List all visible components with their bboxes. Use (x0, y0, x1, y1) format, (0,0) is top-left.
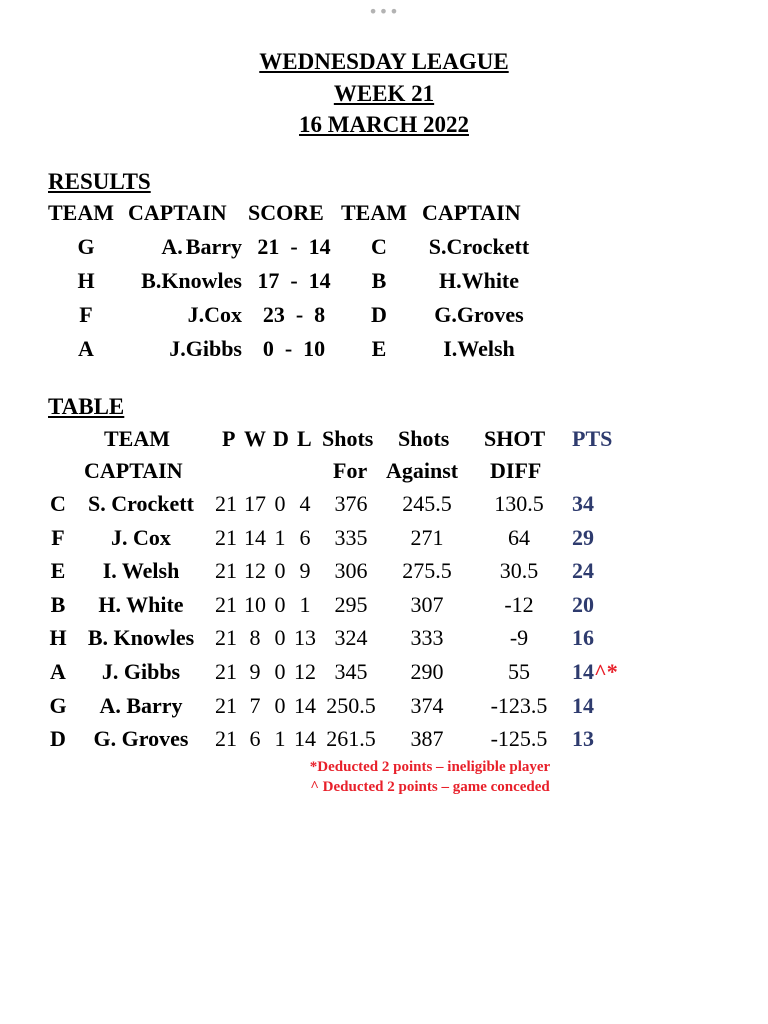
row-shots-for: 250.5 (326, 692, 376, 718)
row-shots-for: 376 (334, 491, 368, 516)
date-title: 16 MARCH 2022 (299, 112, 469, 137)
result-captain-name: J.Cox (187, 302, 242, 327)
row-captain: I. Welsh (102, 558, 180, 584)
row-won: 10 (244, 591, 266, 617)
row-team-letter: C (50, 491, 66, 516)
table-row (0, 725, 768, 757)
row-lost: 9 (299, 558, 311, 584)
result-row (0, 233, 768, 263)
result-row (0, 335, 768, 365)
table-row (0, 591, 768, 623)
results-col-team: TEAM (48, 200, 114, 225)
row-drawn: 0 (274, 558, 286, 584)
row-shot-diff: -125.5 (490, 726, 548, 752)
row-shots-for: 306 (334, 558, 368, 584)
result-captain-name: B.Knowles (141, 268, 242, 293)
row-points (572, 624, 594, 652)
result-row (0, 267, 768, 297)
row-won: 6 (249, 726, 261, 752)
row-lost: 13 (294, 625, 316, 651)
more-options-icon[interactable]: ••• (368, 2, 400, 21)
row-points (572, 490, 594, 518)
result-opp-captain: G.Groves (434, 302, 524, 327)
result-opp-team: C (371, 234, 387, 259)
row-lost: 12 (294, 659, 316, 684)
result-score: 23 - 8 (262, 302, 326, 327)
row-points-mark: ^* (594, 659, 618, 684)
table-col-played: P (222, 426, 236, 451)
table-col-won: W (244, 426, 266, 451)
row-team-letter: H (49, 625, 67, 651)
result-captain-initial: A. (161, 234, 183, 259)
results-col-score: SCORE (248, 200, 324, 225)
table-row (0, 557, 768, 589)
row-shots-against: 245.5 (402, 491, 452, 516)
row-played: 21 (215, 524, 237, 550)
row-won: 9 (249, 659, 261, 684)
row-played: 21 (215, 659, 237, 684)
row-won: 17 (244, 491, 266, 516)
table-col-shot-diff-sub: DIFF (490, 458, 542, 483)
row-team-letter: G (49, 692, 67, 718)
results-heading: RESULTS (48, 169, 151, 194)
row-played: 21 (215, 491, 237, 516)
row-team-letter: D (50, 726, 66, 752)
table-col-shot-diff: SHOT (484, 426, 546, 451)
row-team-letter: F (51, 524, 65, 550)
row-shots-against: 271 (410, 524, 444, 550)
row-points (572, 658, 618, 686)
row-captain: J. Cox (111, 524, 171, 550)
row-drawn: 0 (274, 591, 286, 617)
row-shots-for: 261.5 (326, 726, 376, 752)
row-points (572, 591, 594, 619)
note-ineligible-player: *Deducted 2 points – ineligible player (309, 759, 551, 775)
result-team: A (78, 336, 94, 361)
result-captain-name: Barry (185, 234, 242, 259)
table-row (0, 624, 768, 656)
row-played: 21 (215, 692, 237, 718)
row-points (572, 725, 594, 753)
row-captain: S. Crockett (88, 491, 194, 516)
result-captain-name: J.Gibbs (169, 336, 242, 361)
row-points-value: 13 (572, 726, 594, 752)
row-shots-for: 345 (334, 659, 368, 684)
row-points-value: 16 (572, 625, 594, 651)
row-shot-diff: 30.5 (499, 558, 539, 584)
row-shots-for: 324 (334, 625, 368, 651)
table-row (0, 658, 768, 690)
table-col-lost: L (297, 426, 312, 451)
row-shot-diff: 130.5 (494, 491, 544, 516)
result-captain (128, 233, 242, 261)
result-row (0, 301, 768, 331)
row-drawn: 1 (274, 726, 286, 752)
results-col-captain: CAPTAIN (128, 200, 227, 225)
row-drawn: 0 (274, 692, 286, 718)
row-shots-against: 387 (410, 726, 444, 752)
row-shot-diff: 55 (508, 659, 530, 684)
row-played: 21 (215, 625, 237, 651)
row-played: 21 (215, 591, 237, 617)
row-shots-for: 295 (334, 591, 368, 617)
table-col-shots-for-sub: For (333, 458, 368, 483)
row-points-value: 29 (572, 524, 594, 550)
row-captain: J. Gibbs (101, 659, 181, 684)
row-played: 21 (215, 558, 237, 584)
row-shot-diff: -123.5 (490, 692, 548, 718)
row-drawn: 0 (274, 659, 286, 684)
row-won: 7 (249, 692, 261, 718)
row-shots-for: 335 (334, 524, 368, 550)
result-team: G (77, 234, 95, 259)
row-points (572, 692, 594, 720)
row-lost: 6 (299, 524, 311, 550)
row-shots-against: 290 (410, 659, 444, 684)
row-points-value: 14 (572, 659, 594, 684)
row-captain: G. Groves (93, 726, 189, 752)
row-captain: B. Knowles (87, 625, 195, 651)
row-shot-diff: 64 (508, 524, 530, 550)
row-played: 21 (215, 726, 237, 752)
row-team-letter: E (50, 558, 66, 584)
result-captain (128, 267, 242, 295)
row-shot-diff: -9 (509, 625, 529, 651)
league-title: WEDNESDAY LEAGUE (259, 49, 509, 74)
row-team-letter: A (50, 659, 66, 684)
table-col-points: PTS (572, 426, 613, 451)
row-won: 8 (249, 625, 261, 651)
result-score: 17 - 14 (257, 268, 331, 293)
table-heading: TABLE (48, 394, 125, 419)
result-team: F (79, 302, 93, 327)
row-drawn: 0 (274, 491, 286, 516)
row-shot-diff: -12 (504, 591, 534, 617)
row-points-value: 14 (572, 692, 594, 718)
table-row (0, 692, 768, 724)
results-column-headers (0, 199, 768, 229)
row-points-value: 24 (572, 558, 594, 584)
result-score: 21 - 14 (257, 234, 331, 259)
row-won: 14 (244, 524, 266, 550)
table-col-shots-against: Shots (398, 426, 450, 451)
table-col-captain: CAPTAIN (84, 458, 183, 483)
row-shots-against: 307 (410, 591, 444, 617)
row-points (572, 557, 594, 585)
result-team: H (77, 268, 95, 293)
row-points-value: 34 (572, 491, 594, 516)
row-captain: H. White (98, 591, 184, 617)
row-drawn: 0 (274, 625, 286, 651)
table-col-shots-for: Shots (322, 426, 374, 451)
row-team-letter: B (50, 591, 66, 617)
week-title: WEEK 21 (333, 81, 435, 106)
row-won: 12 (244, 558, 266, 584)
note-game-conceded: ^ Deducted 2 points – game conceded (310, 779, 550, 795)
results-col-opp-team: TEAM (341, 200, 407, 225)
result-opp-team: B (371, 268, 387, 293)
result-score: 0 - 10 (262, 336, 326, 361)
row-points (572, 524, 594, 552)
row-drawn: 1 (274, 524, 286, 550)
row-shots-against: 374 (410, 692, 444, 718)
row-lost: 1 (299, 591, 311, 617)
result-captain (128, 335, 242, 363)
result-opp-captain: S.Crockett (428, 234, 530, 259)
result-opp-captain: H.White (438, 268, 520, 293)
result-opp-team: E (371, 336, 387, 361)
table-col-team: TEAM (104, 426, 170, 451)
row-points-value: 20 (572, 591, 594, 617)
row-captain: A. Barry (99, 692, 183, 718)
result-opp-captain: I.Welsh (443, 336, 515, 361)
row-shots-against: 275.5 (402, 558, 452, 584)
table-row (0, 490, 768, 522)
table-col-shots-against-sub: Against (386, 458, 459, 483)
row-lost: 4 (299, 491, 311, 516)
results-col-opp-captain: CAPTAIN (422, 200, 521, 225)
result-captain (128, 301, 242, 329)
row-shots-against: 333 (410, 625, 444, 651)
result-opp-team: D (371, 302, 387, 327)
row-lost: 14 (294, 692, 316, 718)
table-row (0, 524, 768, 556)
row-lost: 14 (294, 726, 316, 752)
table-col-drawn: D (273, 426, 289, 451)
